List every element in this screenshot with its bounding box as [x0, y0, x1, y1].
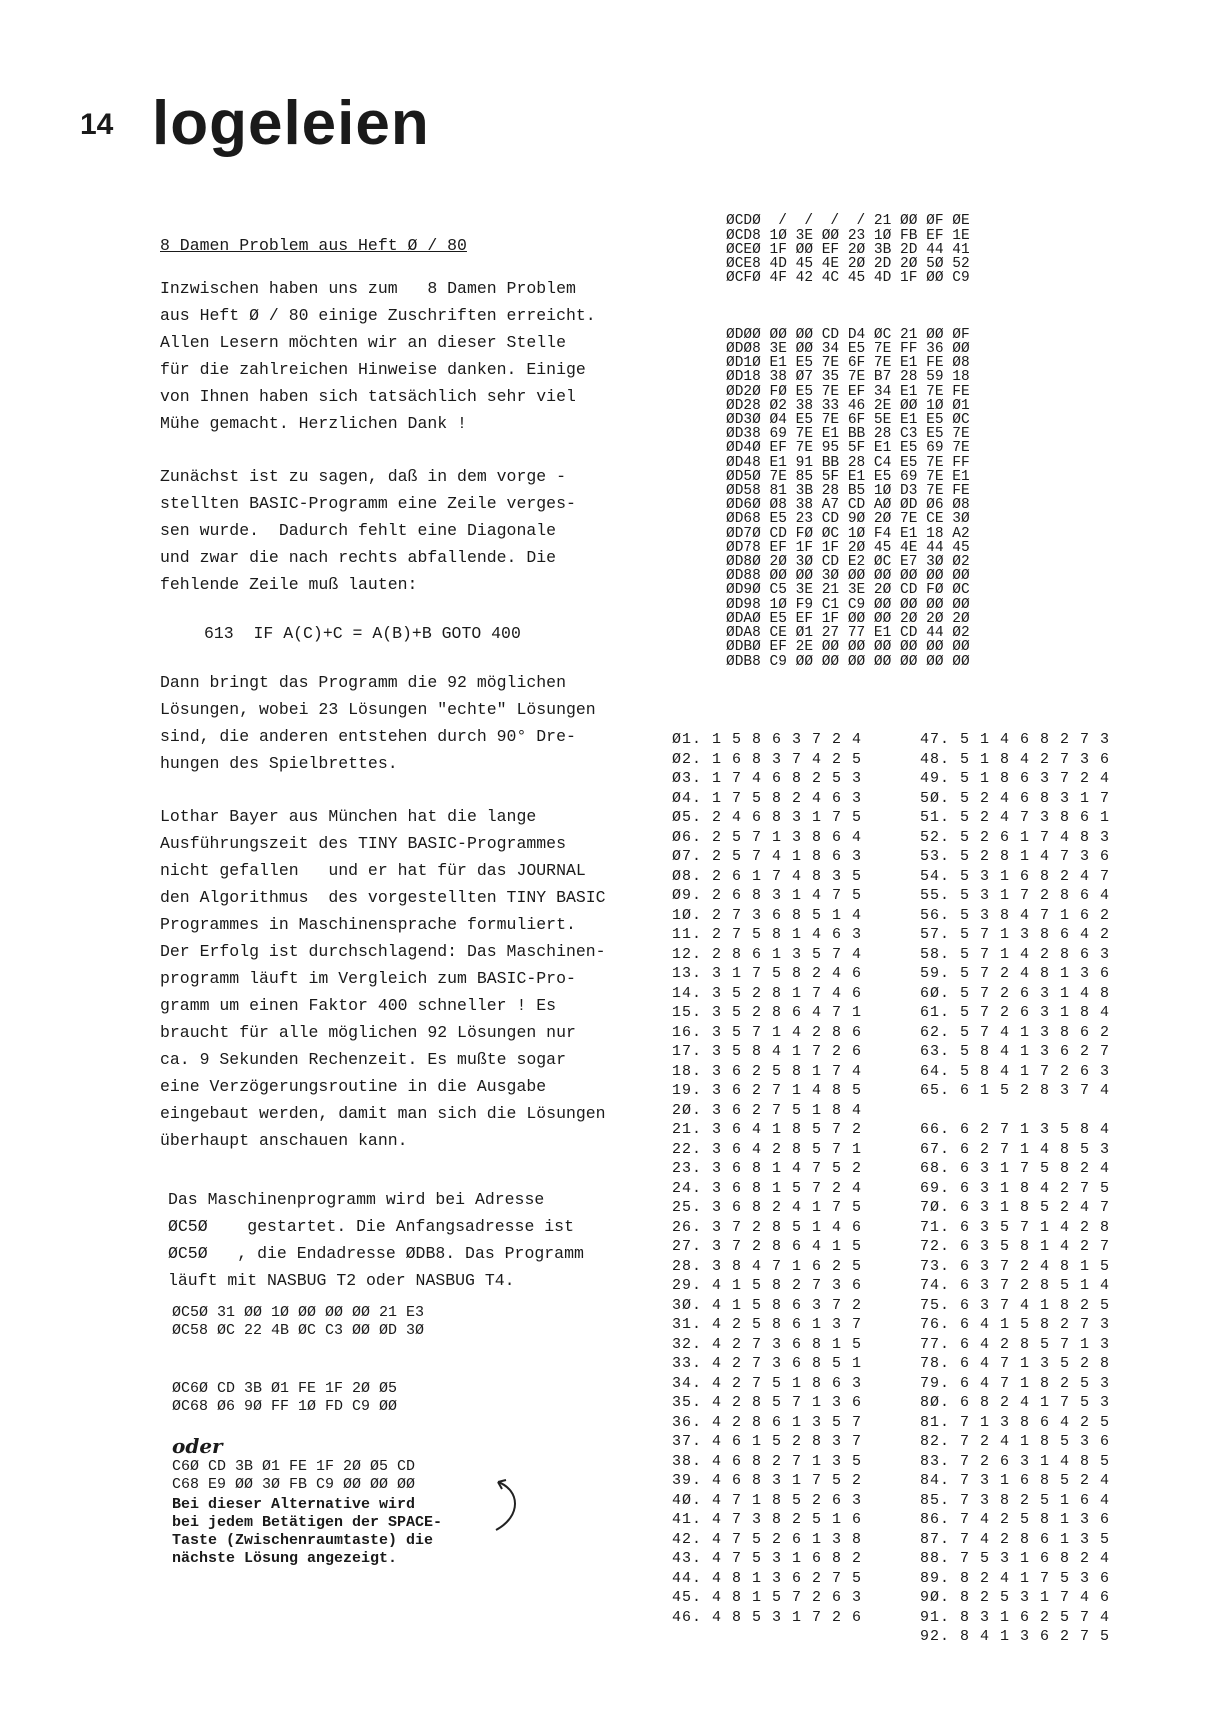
text-line: stellten BASIC-Programm eine Zeile verges- — [160, 494, 576, 513]
oder-label: oder — [172, 1434, 223, 1458]
solutions-column-left: Ø1. 1 5 8 6 3 7 2 4 Ø2. 1 6 8 3 7 4 2 5 Ø3. 1 7 4 6 8 2 5 3 Ø4. 1 7 5 8 2 4 6 3 Ø5. 2 4 6 8 3 1 7 5 Ø6. 2 5 7 1 3 8 6 4 Ø7. 2 5 7 4 1 8 6 3 Ø8. 2 6 1 7 4 8 3 5 Ø9. 2 6 8 3 1 4 7 5 1Ø. 2 7 3 6 8 5 1 4 11. 2 7 5 8 1 4 6 3 12. 2 8 6 1 3 5 7 4 13. 3 1 7 5 8 2 4 6 14. 3 5 2 8 1 7 4 6 15. 3 5 2 8 6 4 7 1 16. 3 5 7 1 4 2 8 6 17. 3 5 8 4 1 7 2 6 18. 3 6 2 5 8 1 7 4 19. 3 6 2 7 1 4 8 5 2Ø. 3 6 2 7 5 1 8 4 21. 3 6 4 1 8 5 7 2 22. 3 6 4 2 8 5 7 1 23. 3 6 8 1 4 7 5 2 24. 3 6 8 1 5 7 2 4 25. 3 6 8 2 4 1 7 5 26. 3 7 2 8 5 1 4 6 27. 3 7 2 8 6 4 1 5 28. 3 8 4 7 1 6 2 5 29. 4 1 5 8 2 7 3 6 3Ø. 4 1 5 8 6 3 7 2 31. 4 2 5 8 6 1 3 7 32. 4 2 7 3 6 8 1 5 33. 4 2 7 3 6 8 5 1 34. 4 2 7 5 1 8 6 3 35. 4 2 8 5 7 1 3 6 36. 4 2 8 6 1 3 5 7 37. 4 6 1 5 2 8 3 7 38. 4 6 8 2 7 1 3 5 39. 4 6 8 3 1 7 5 2 4Ø. 4 7 1 8 5 2 6 3 41. 4 7 3 8 2 5 1 6 42. 4 7 5 2 6 1 3 8 43. 4 7 5 3 1 6 8 2 44. 4 8 1 3 6 2 7 5 45. 4 8 1 5 7 2 6 3 46. 4 8 5 3 1 7 2 6 — [672, 731, 863, 1626]
text-line: sen wurde. Dadurch fehlt eine Diagonale — [160, 521, 557, 540]
hex-listing — [726, 186, 970, 697]
text-line: Lösungen, wobei 23 Lösungen "echte" Lösungen — [160, 700, 596, 719]
text-line: ØC5Ø gestartet. Die Anfangsadresse ist — [168, 1217, 574, 1236]
solutions-column-right: 47. 5 1 4 6 8 2 7 3 48. 5 1 8 4 2 7 3 6 49. 5 1 8 6 3 7 2 4 5Ø. 5 2 4 6 8 3 1 7 51. 5 2 4 7 3 8 6 1 52. 5 2 6 1 7 4 8 3 53. 5 2 8 1 4 7 3 6 54. 5 3 1 6 8 2 4 7 55. 5 3 1 7 2 8 6 4 56. 5 3 8 4 7 1 6 2 57. 5 7 1 3 8 6 4 2 58. 5 7 1 4 2 8 6 3 59. 5 7 2 4 8 1 3 6 6Ø. 5 7 2 6 3 1 4 8 61. 5 7 2 6 3 1 8 4 62. 5 7 4 1 3 8 6 2 63. 5 8 4 1 3 6 2 7 64. 5 8 4 1 7 2 6 3 65. 6 1 5 2 8 3 7 4 66. 6 2 7 1 3 5 8 4 67. 6 2 7 1 4 8 5 3 68. 6 3 1 7 5 8 2 4 69. 6 3 1 8 4 2 7 5 7Ø. 6 3 1 8 5 2 4 7 71. 6 3 5 7 1 4 2 8 72. 6 3 5 8 1 4 2 7 73. 6 3 7 2 4 8 1 5 74. 6 3 7 2 8 5 1 4 75. 6 3 7 4 1 8 2 5 76. 6 4 1 5 8 2 7 3 77. 6 4 2 8 5 7 1 3 78. 6 4 7 1 3 5 2 8 79. 6 4 7 1 8 2 5 3 8Ø. 6 8 2 4 1 7 5 3 81. 7 1 3 8 6 4 2 5 82. 7 2 4 1 8 5 3 6 83. 7 2 6 3 1 4 8 5 84. 7 3 1 6 8 5 2 4 85. 7 3 8 2 5 1 6 4 86. 7 4 2 5 8 1 3 6 87. 7 4 2 8 6 1 3 5 88. 7 5 3 1 6 8 2 4 89. 8 2 4 1 7 5 3 6 9Ø. 8 2 5 3 1 7 4 6 91. 8 3 1 6 2 5 7 4 92. 8 4 1 3 6 2 7 5 — [920, 731, 1111, 1645]
paragraph-machine-program — [168, 1186, 668, 1294]
alternative-note: Bei dieser Alternative wird bei jedem Betätigen der SPACE- Taste (Zwischenraumtaste) die nächste Lösung angezeigt. — [172, 1496, 443, 1567]
article-body — [160, 236, 660, 1180]
text-line: hungen des Spielbrettes. — [160, 754, 398, 773]
paragraph-bayer — [160, 803, 660, 1154]
text-line: Lothar Bayer aus München hat die lange — [160, 807, 537, 826]
text-line: aus Heft Ø / 80 einige Zuschriften erreicht. — [160, 306, 596, 325]
text-line: Das Maschinenprogramm wird bei Adresse — [168, 1190, 545, 1209]
text-line: von Ihnen haben sich tatsächlich sehr viel — [160, 387, 576, 406]
curved-arrow-icon — [490, 1476, 530, 1536]
page-number: 14 — [80, 108, 114, 141]
code-line: 613 IF A(C)+C = A(B)+B GOTO 400 — [204, 624, 521, 643]
text-line: überhaupt anschauen kann. — [160, 1131, 408, 1150]
text-line: nicht gefallen und er hat für das JOURNAL — [160, 861, 586, 880]
text-line: Allen Lesern möchten wir an dieser Stelle — [160, 333, 566, 352]
page-title: logeleien — [152, 89, 430, 158]
text-line: den Algorithmus des vorgestellten TINY BASIC — [160, 888, 606, 907]
text-line: eine Verzögerungsroutine in die Ausgabe — [160, 1077, 547, 1096]
text-line: Dann bringt das Programm die 92 möglichen — [160, 673, 566, 692]
hex-block-0d00: ØDØØ ØØ ØØ CD D4 ØC 21 ØØ ØF ØDØ8 3E ØØ 34 E5 7E FF 36 ØØ ØD1Ø E1 E5 7E 6F 7E E1 FE Ø8 ØD18 38 Ø7 35 7E B7 28 59 18 ØD2Ø FØ E5 7E EF 34 E1 7E FE ØD28 Ø2 38 33 46 2E ØØ 1Ø Ø1 ØD3Ø Ø4 E5 7E 6F 5E E1 E5 ØC ØD38 69 7E E1 BB 28 C3 E5 7E ØD4Ø EF 7E 95 5F E1 E5 69 7E ØD48 E1 91 BB 28 C4 E5 7E FF ØD5Ø 7E 85 5F E1 E5 69 7E E1 ØD58 81 3B 28 B5 1Ø D3 7E FE ØD6Ø Ø8 38 A7 CD AØ ØD Ø6 Ø8 ØD68 E5 23 CD 9Ø 2Ø 7E CE 3Ø ØD7Ø CD FØ ØC 1Ø F4 E1 18 A2 ØD78 EF 1F 1F 2Ø 45 4E 44 45 ØD8Ø 2Ø 3Ø CD E2 ØC E7 3Ø Ø2 ØD88 ØØ ØØ 3Ø ØØ ØØ ØØ ØØ ØØ ØD9Ø C5 3E 21 3E 2Ø CD FØ ØC ØD98 1Ø F9 C1 C9 ØØ ØØ ØØ ØØ ØDAØ E5 EF 1F ØØ ØØ 2Ø 2Ø 2Ø ØDA8 CE Ø1 27 77 E1 CD 44 Ø2 ØDBØ EF 2E ØØ ØØ ØØ ØØ ØØ ØØ ØDB8 C9 ØØ ØØ ØØ ØØ ØØ ØØ ØØ — [726, 326, 970, 670]
text-line: fehlende Zeile muß lauten: — [160, 575, 418, 594]
text-line: für die zahlreichen Hinweise danken. Einige — [160, 360, 586, 379]
text-line: braucht für alle möglichen 92 Lösungen nur — [160, 1023, 576, 1042]
article-heading: 8 Damen Problem aus Heft Ø / 80 — [160, 236, 467, 255]
text-line: Zunächst ist zu sagen, daß in dem vorge - — [160, 467, 566, 486]
hex-dump-alternative: C6Ø CD 3B Ø1 FE 1F 2Ø Ø5 CD C68 E9 ØØ 3Ø FB C9 ØØ ØØ ØØ — [172, 1458, 416, 1493]
text-line: gramm um einen Faktor 400 schneller ! Es — [160, 996, 557, 1015]
hex-block-0cd0: ØCDØ / / / / 21 ØØ ØF ØE ØCD8 1Ø 3E ØØ 23 1Ø FB EF 1E ØCEØ 1F ØØ EF 2Ø 3B 2D 44 41 ØCE8 4D 45 4E 2Ø 2D 2Ø 5Ø 52 ØCFØ 4F 42 4C 45 4D 1F ØØ C9 — [726, 213, 970, 287]
text-line: und zwar die nach rechts abfallende. Die — [160, 548, 557, 567]
text-line: programm läuft im Vergleich zum BASIC-Pro- — [160, 969, 576, 988]
text-line: eingebaut werden, damit man sich die Lösungen — [160, 1104, 606, 1123]
text-line: Inzwischen haben uns zum 8 Damen Problem — [160, 279, 576, 298]
text-line: Der Erfolg ist durchschlagend: Das Maschinen- — [160, 942, 606, 961]
text-line: Programmes in Maschinensprache formuliert. — [160, 915, 576, 934]
text-line: sind, die anderen entstehen durch 90° Dre- — [160, 727, 576, 746]
text-line: läuft mit NASBUG T2 oder NASBUG T4. — [168, 1271, 515, 1290]
text-line: Mühe gemacht. Herzlichen Dank ! — [160, 414, 467, 433]
text-line: ca. 9 Sekunden Rechenzeit. Es mußte sogar — [160, 1050, 566, 1069]
paragraph-intro — [160, 275, 660, 437]
paragraph-correction — [160, 463, 660, 598]
hex-dump-start: ØC5Ø 31 ØØ 1Ø ØØ ØØ ØØ 21 E3 ØC58 ØC 22 4B ØC C3 ØØ ØD 3Ø — [172, 1304, 425, 1339]
text-line: ØC5Ø , die Endadresse ØDB8. Das Programm — [168, 1244, 584, 1263]
text-line: Ausführungszeit des TINY BASIC-Programmes — [160, 834, 566, 853]
paragraph-solutions — [160, 669, 660, 777]
hex-dump-output: ØC6Ø CD 3B Ø1 FE 1F 2Ø Ø5 ØC68 Ø6 9Ø FF 1Ø FD C9 ØØ — [172, 1380, 398, 1415]
